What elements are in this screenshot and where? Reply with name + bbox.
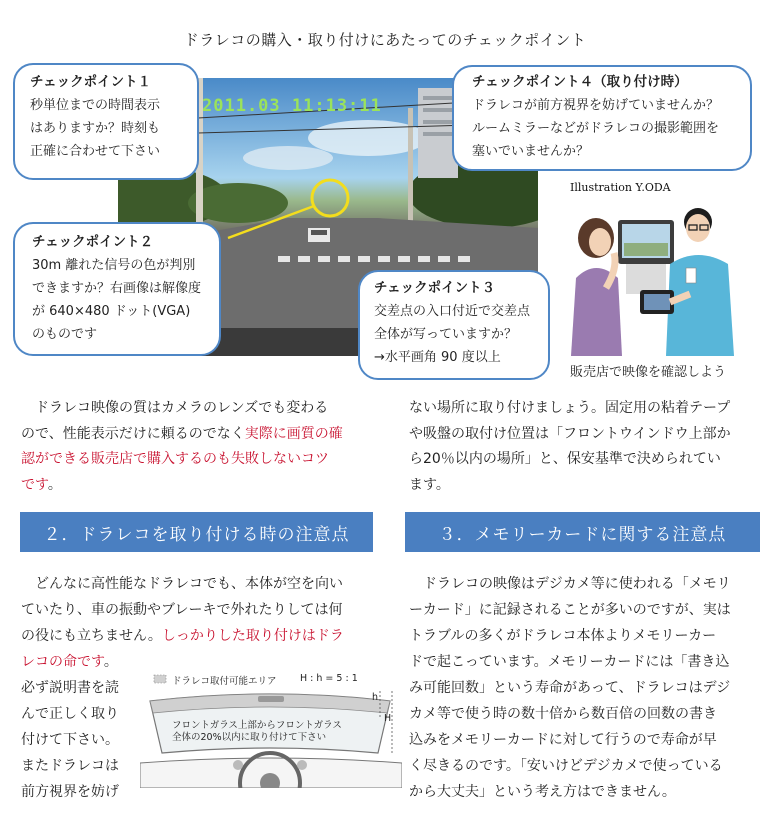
text-run: どんなに高性能なドラレコでも、本体が空を向い <box>21 576 343 592</box>
diagram-legend: ドラレコ取付可能エリア <box>172 676 277 687</box>
section-2-line <box>21 623 344 649</box>
diagram-H-label: H <box>384 713 392 724</box>
section-3-line: から大丈夫」という考え方はできません。 <box>409 784 676 800</box>
checkpoint-3-line: 交差点の入口付近で交差点 <box>374 304 531 319</box>
section-2-line <box>21 649 344 675</box>
intro-right-text <box>409 396 731 498</box>
intro-left-line <box>21 447 343 473</box>
checkpoint-4-line: ルームミラーなどがドラレコの撮影範囲を <box>472 121 720 136</box>
section-3-line: トラブルの多くがドラレコ本体よりメモリーカー <box>409 628 717 644</box>
checkpoint-2-line: のものです <box>32 327 98 342</box>
intro-left-line <box>21 422 343 448</box>
text-run: の役にも立ちません。 <box>21 628 162 644</box>
diagram-note-line: フロントガラス上部からフロントガラス <box>172 720 342 731</box>
section-2-text <box>21 571 344 675</box>
intro-right-line: ない場所に取り付けましょう。固定用の粘着テープ <box>409 400 731 416</box>
section-2-narrow-line: 付けて下さい。 <box>21 732 119 748</box>
section-3-line: 込みをメモリーカードに対して行うので寿命が早 <box>409 732 717 748</box>
section-3-line: ドラレコの映像はデジカメ等に使われる「メモリ <box>409 576 731 592</box>
section-3-line: ーカード」に記録されることが多いのですが、実は <box>409 602 731 618</box>
illustration-credit: Illustration Y.ODA <box>570 181 671 194</box>
checkpoint-2-line: が 640×480 ドット(VGA) <box>32 304 191 319</box>
illustration-caption: 販売店で映像を確認しよう <box>570 365 727 380</box>
text-run: ので、性能表示だけに頼るのでなく <box>21 425 245 442</box>
people-illustration <box>566 198 756 356</box>
checkpoint-1-heading: チェックポイント１ <box>30 74 152 90</box>
checkpoint-4-line: 塞いでいませんか？ <box>472 144 590 159</box>
intro-left-text <box>21 396 343 498</box>
intro-right-line: ます。 <box>409 476 450 493</box>
checkpoint-4-heading: チェックポイント４（取り付け時） <box>472 74 688 90</box>
text-run: ドラレコ映像の質はカメラのレンズでも変わる <box>21 400 329 416</box>
section-2-narrow-line: 前方視界を妨げ <box>21 784 119 800</box>
intro-left-line <box>21 473 343 499</box>
checkpoint-4-bubble <box>452 65 752 171</box>
section-3-line: カメ等で使う時の数十倍から数百倍の回数の書き <box>409 706 717 722</box>
shop-illustration <box>566 198 756 356</box>
diagram-note-line: 全体の20%以内に取り付けて下さい <box>172 732 327 743</box>
photo-timestamp: 2011.03 11:13:11 <box>202 96 382 116</box>
text-run: ていたり、車の振動やブレーキで外れたりしては何 <box>21 602 343 618</box>
intro-left-line <box>21 396 343 422</box>
checkpoint-2-line: できますか？右画像は解像度 <box>32 281 202 296</box>
checkpoint-3-bubble <box>358 270 550 380</box>
section-3-text <box>409 571 731 805</box>
section-2-line <box>21 597 344 623</box>
diagram-h-label: h <box>372 692 379 703</box>
checkpoint-2-heading: チェックポイント２ <box>32 234 154 250</box>
section-2-narrow-line: んで正しく取り <box>21 706 119 722</box>
checkpoint-2-line: 30m 離れた信号の色が判別 <box>32 258 196 273</box>
section-2-narrow-line: またドラレコは <box>21 758 119 774</box>
intro-right-line: ら20％以内の場所」と、保安基準で決められてい <box>409 451 721 467</box>
section-2-narrow-line: 必ず説明書を読 <box>21 680 119 696</box>
checkpoint-1-line: 秒単位までの時間表示 <box>30 98 161 113</box>
checkpoint-1-line: はありますか？時刻も <box>30 121 161 136</box>
section-2-narrow-text <box>21 675 119 805</box>
checkpoint-3-line: →水平画角 90 度以上 <box>374 350 501 365</box>
diagram-ratio: H : h = 5 : 1 <box>300 673 358 684</box>
section-3-line: く尽きるのです。「安いけどデジカメで使っている <box>409 758 723 774</box>
intro-right-line: や吸盤の取付け位置は「フロントウインドウ上部か <box>409 425 731 442</box>
text-run: 。 <box>103 654 118 670</box>
checkpoint-2-bubble <box>13 222 221 356</box>
highlight-text: レコの命です <box>21 654 104 670</box>
checkpoint-3-heading: チェックポイント３ <box>374 280 496 296</box>
highlight-text: しっかりした取り付けはドラ <box>161 628 344 644</box>
section-2-line <box>21 571 344 597</box>
highlight-text: 実際に画質の確 <box>244 425 343 442</box>
highlight-text: です <box>21 476 48 493</box>
text-run: 。 <box>47 476 62 493</box>
section-3-line: ドで起こっています。メモリーカードには「書き込 <box>409 654 730 670</box>
section-3-heading: ３．メモリーカードに関する注意点 <box>405 512 760 552</box>
checkpoint-3-line: 全体が写っていますか？ <box>374 327 518 342</box>
checkpoint-1-line: 正確に合わせて下さい <box>30 144 161 159</box>
windshield-diagram <box>140 673 402 788</box>
section-2-heading: ２．ドラレコを取り付ける時の注意点 <box>20 512 373 552</box>
section-3-line: み可能回数」という寿命があって、ドラレコはデジ <box>409 680 731 696</box>
highlight-text: 認ができる販売店で購入するのも失敗しないコツ <box>21 451 329 467</box>
checkpoint-1-bubble <box>13 63 199 180</box>
checkpoint-4-line: ドラレコが前方視界を妨げていませんか？ <box>472 98 720 113</box>
page-title: ドラレコの購入・取り付けにあたってのチェックポイント <box>183 31 587 49</box>
